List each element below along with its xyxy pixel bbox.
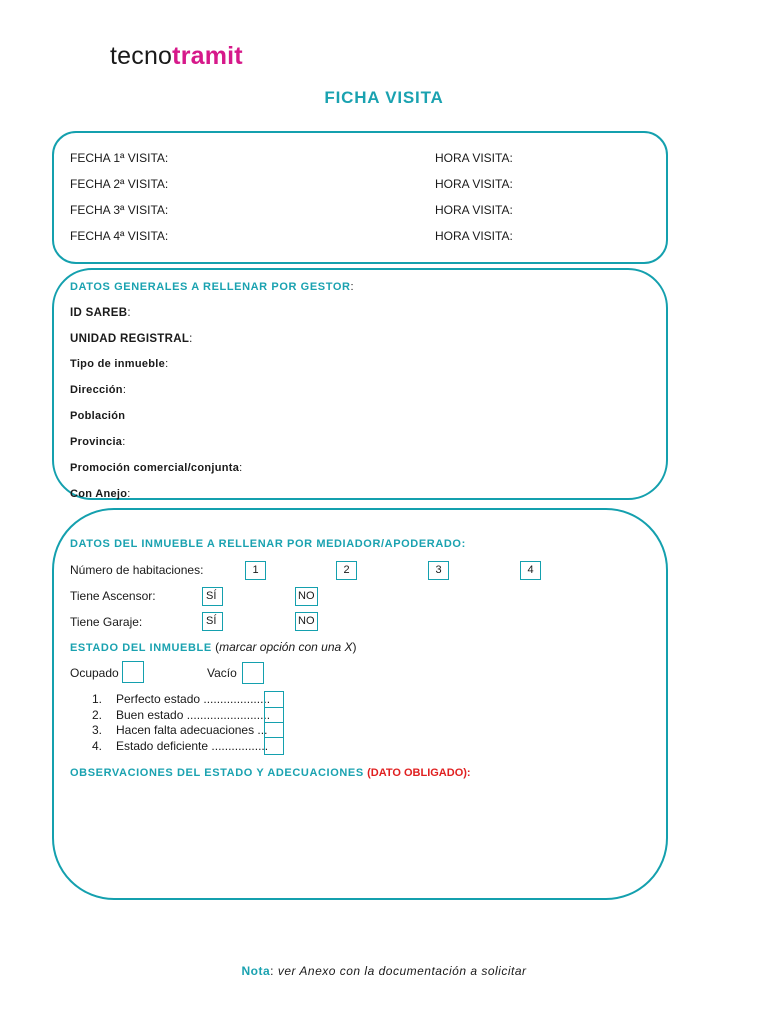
habitaciones-option-1[interactable]: 1	[245, 561, 266, 580]
field-con-anejo-label: Con Anejo	[70, 488, 128, 500]
estado-3-number: 3.	[92, 723, 103, 737]
visit-4-date-label: FECHA 4ª VISITA:	[70, 229, 169, 243]
estado-3-label: Hacen falta adecuaciones ...	[116, 723, 268, 737]
logo-part-tecno: tecno	[110, 42, 173, 70]
field-promocion-label: Promoción comercial/conjunta	[70, 462, 240, 474]
field-id-sareb	[70, 306, 131, 320]
field-promocion-suffix: :	[239, 462, 243, 474]
estado-4-checkbox[interactable]	[264, 737, 284, 755]
observaciones-required: (DATO OBLIGADO):	[367, 767, 471, 779]
estado-1-checkbox[interactable]	[264, 691, 284, 708]
field-provincia	[70, 435, 126, 449]
visit-2-date-label: FECHA 2ª VISITA:	[70, 177, 169, 191]
garaje-si-checkbox[interactable]: SÍ	[202, 612, 223, 631]
visit-4-time-label: HORA VISITA:	[435, 229, 513, 243]
visit-2-time-label: HORA VISITA:	[435, 177, 513, 191]
visit-1-time-label: HORA VISITA:	[435, 151, 513, 165]
estado-2-label: Buen estado .........................	[116, 708, 271, 722]
note-key: Nota	[241, 964, 271, 978]
observaciones-area[interactable]	[70, 785, 650, 885]
estado-heading-text: ESTADO DEL INMUEBLE	[70, 642, 212, 654]
visit-1-date-label: FECHA 1ª VISITA:	[70, 151, 169, 165]
tecnotramit-logo	[110, 42, 243, 71]
page-title: FICHA VISITA	[324, 88, 444, 107]
field-poblacion-label: Población	[70, 410, 126, 422]
field-con-anejo-suffix: :	[127, 488, 131, 500]
note-text: ver Anexo con la documentación a solicitar	[277, 964, 527, 978]
field-con-anejo	[70, 487, 131, 501]
visit-3-time-label: HORA VISITA:	[435, 203, 513, 217]
field-promocion	[70, 461, 243, 475]
footer-note: Nota: ver Anexo con la documentación a solicitar	[241, 964, 527, 978]
inmueble-heading: DATOS DEL INMUEBLE A RELLENAR POR MEDIADOR/APODERADO:	[70, 538, 466, 550]
field-poblacion	[70, 409, 125, 423]
field-tipo-inmueble-suffix: :	[165, 358, 169, 370]
garaje-label: Tiene Garaje:	[70, 615, 143, 629]
field-direccion-suffix: :	[122, 384, 127, 396]
vacio-label: Vacío	[207, 666, 237, 680]
ascensor-label: Tiene Ascensor:	[70, 589, 156, 603]
observaciones-heading-text: OBSERVACIONES DEL ESTADO Y ADECUACIONES	[70, 767, 364, 779]
field-direccion	[70, 383, 126, 397]
field-id-sareb-suffix: :	[127, 307, 131, 319]
estado-1-label: Perfecto estado ....................	[116, 692, 271, 706]
gestor-heading-text: DATOS GENERALES A RELLENAR POR GESTOR	[70, 281, 351, 293]
estado-1-number: 1.	[92, 692, 103, 706]
estado-hint: marcar opción con una X	[219, 640, 353, 654]
observaciones-heading	[70, 765, 471, 780]
vacio-checkbox[interactable]	[242, 662, 264, 684]
field-tipo-inmueble-label: Tipo de inmueble	[70, 358, 166, 370]
field-unidad-registral-label: UNIDAD REGISTRAL	[70, 333, 190, 345]
estado-4-label: Estado deficiente .................	[116, 739, 269, 753]
field-provincia-suffix: :	[122, 436, 126, 448]
visit-3-date-label: FECHA 3ª VISITA:	[70, 203, 169, 217]
field-direccion-label: Dirección	[70, 384, 123, 396]
habitaciones-option-4[interactable]: 4	[520, 561, 541, 580]
field-unidad-registral	[70, 332, 193, 346]
estado-2-checkbox[interactable]	[264, 707, 284, 723]
gestor-heading: DATOS GENERALES A RELLENAR POR GESTOR:	[70, 281, 355, 293]
field-id-sareb-label: ID SAREB	[70, 307, 128, 319]
estado-2-number: 2.	[92, 708, 103, 722]
estado-3-checkbox[interactable]	[264, 722, 284, 738]
ascensor-no-checkbox[interactable]: NO	[295, 587, 318, 606]
habitaciones-option-2[interactable]: 2	[336, 561, 357, 580]
habitaciones-label: Número de habitaciones:	[70, 563, 204, 577]
ocupado-checkbox[interactable]	[122, 661, 144, 683]
logo-part-tramit: tramit	[172, 42, 243, 70]
field-unidad-registral-suffix: :	[189, 333, 193, 345]
field-provincia-label: Provincia	[70, 436, 123, 448]
ocupado-label: Ocupado	[70, 666, 119, 680]
estado-4-number: 4.	[92, 739, 103, 753]
estado-heading: ESTADO DEL INMUEBLE (marcar opción con una X)	[70, 640, 357, 654]
habitaciones-option-3[interactable]: 3	[428, 561, 449, 580]
field-tipo-inmueble	[70, 357, 168, 371]
ascensor-si-checkbox[interactable]: SÍ	[202, 587, 223, 606]
garaje-no-checkbox[interactable]: NO	[295, 612, 318, 631]
